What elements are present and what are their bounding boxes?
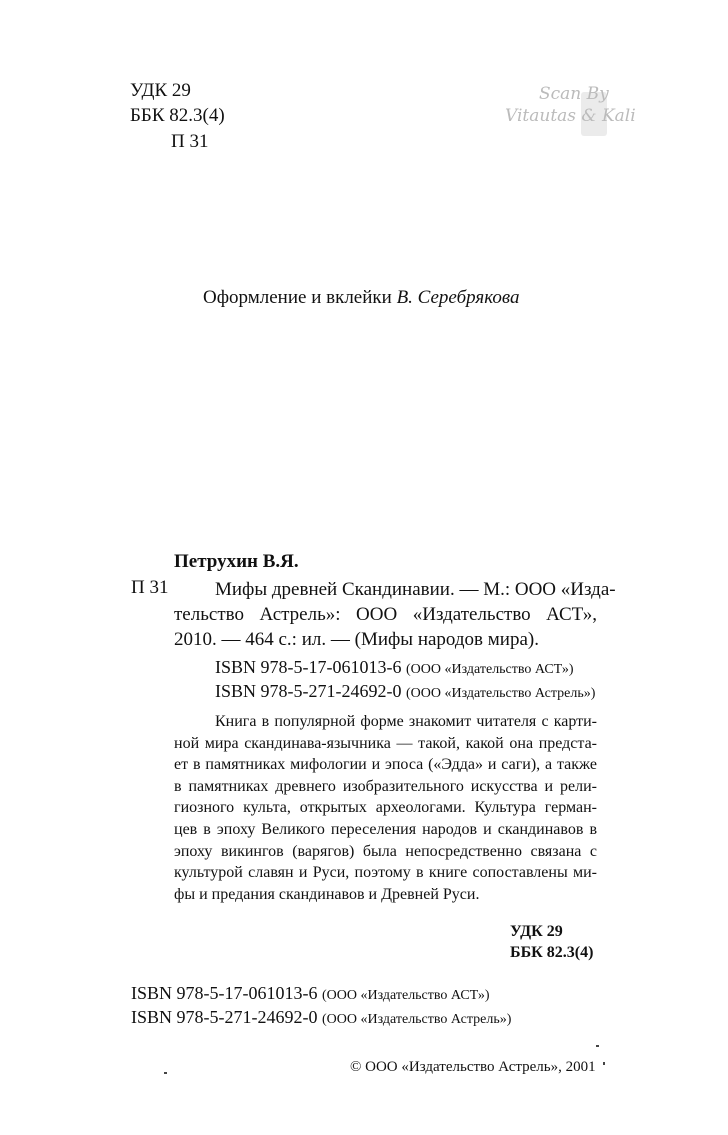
annotation-line: ной мира скандинава-язычника — такой, какой она предста- [174, 734, 597, 752]
author-mark: П 31 [171, 131, 209, 152]
scan-speck [164, 1072, 167, 1074]
bbk-code: ББК 82.3(4) [130, 105, 225, 126]
isbn-publisher: (ООО «Издательство АСТ») [406, 662, 574, 677]
udk-code: УДК 29 [130, 80, 191, 101]
record-line: тельство Астрель»: ООО «Издательство АСТ», [174, 604, 597, 625]
footer-isbn-ast [131, 982, 490, 1007]
book-annotation [174, 711, 597, 905]
watermark-line-2: Vitautas & Kali [505, 106, 636, 126]
record-line: Мифы древней Скандинавии. — М.: ООО «Изда- [215, 579, 616, 600]
isbn-number: ISBN 978-5-17-061013-6 [215, 657, 402, 677]
isbn-publisher: (ООО «Издательство АСТ») [322, 988, 490, 1003]
scan-speck [603, 1062, 605, 1065]
design-credit [203, 287, 520, 309]
annotation-line: Книга в популярной форме знакомит читателя с карти- [215, 713, 597, 730]
isbn-publisher: (ООО «Издательство Астрель») [406, 686, 596, 701]
watermark-line-1: Scan By [539, 84, 609, 104]
isbn-number: ISBN 978-5-271-24692-0 [215, 681, 402, 701]
scan-watermark [503, 84, 653, 146]
isbn-number: ISBN 978-5-271-24692-0 [131, 1007, 318, 1027]
annotation-line: ет в памятниках мифологии и эпоса («Эдда» и саги), а также [174, 756, 597, 774]
footer-isbn-astrel [131, 1006, 511, 1031]
designer-name: В. Серебрякова [396, 287, 520, 308]
record-isbn-ast [215, 656, 574, 681]
annotation-udk: УДК 29 [510, 923, 563, 940]
annotation-line: гиозного культа, открытых археологами. Культура герман- [174, 799, 597, 817]
record-isbn-astrel [215, 680, 595, 705]
design-credit-label: Оформление и вклейки [203, 287, 397, 308]
record-author: Петрухин В.Я. [174, 551, 299, 572]
annotation-line: культурой славян и Руси, поэтому в книге сопоставлены ми- [174, 864, 597, 882]
annotation-line: в памятниках древнего изобразительного искусства и рели- [174, 777, 597, 795]
isbn-publisher: (ООО «Издательство Астрель») [322, 1012, 512, 1027]
annotation-bbk: ББК 82.3(4) [510, 944, 594, 961]
annotation-line: эпоху викингов (варягов) была непосредственно связана с [174, 842, 597, 860]
annotation-line: цев в эпоху Великого переселения народов и скандинавов в [174, 820, 597, 838]
record-author-mark: П 31 [131, 577, 169, 598]
record-description [174, 577, 616, 652]
record-line: 2010. — 464 с.: ил. — (Мифы народов мира). [174, 629, 539, 650]
annotation-line: фы и предания скандинавов и Древней Руси. [174, 885, 480, 903]
scan-speck [596, 1045, 599, 1047]
isbn-number: ISBN 978-5-17-061013-6 [131, 983, 318, 1003]
copyright-notice: © ООО «Издательство Астрель», 2001 [350, 1059, 596, 1075]
